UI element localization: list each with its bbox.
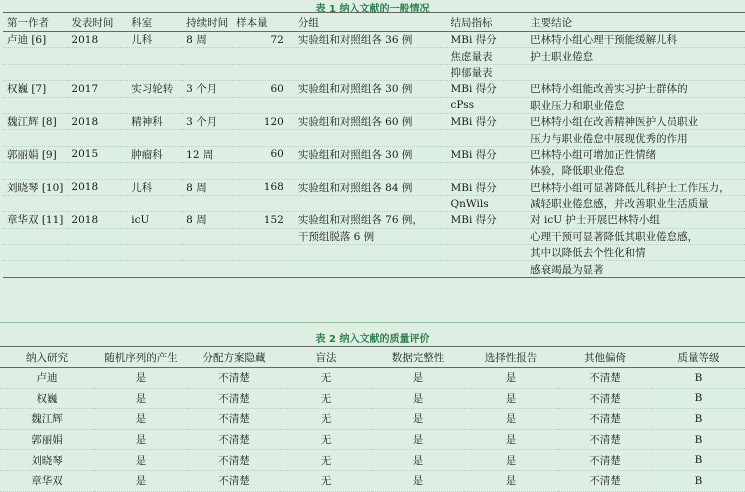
table-row — [0, 388, 745, 409]
table-cell: 是 — [464, 388, 558, 409]
table1-header-cell: 持续时间 — [182, 13, 232, 32]
table-cell — [294, 195, 447, 211]
table-row — [3, 97, 745, 113]
table-cell — [127, 97, 182, 113]
table-cell — [232, 97, 294, 113]
table-cell: MBi 得分 — [447, 32, 527, 48]
table-cell — [182, 261, 232, 277]
table-cell: B — [652, 470, 745, 491]
table-cell: 不清楚 — [558, 470, 652, 491]
table-cell — [182, 130, 232, 146]
table1-header-cell: 样本量 — [232, 13, 294, 32]
table-cell: MBi 得分 — [447, 179, 527, 195]
table-cell: MBi 得分 — [447, 212, 527, 228]
table-cell: 刘晓琴 [10] — [3, 179, 67, 195]
table-cell: 感衰竭最为显著 — [526, 261, 745, 277]
table-cell: 精神科 — [127, 113, 182, 129]
table-cell: B — [652, 388, 745, 409]
table-cell: 郭丽娟 — [0, 429, 94, 450]
table-cell: 实验组和对照组各 84 例 — [294, 179, 447, 195]
table-cell: 权巍 [7] — [3, 81, 67, 97]
table-cell: 不清楚 — [558, 429, 652, 450]
table-cell: 12 周 — [182, 146, 232, 162]
table-cell: 无 — [280, 470, 372, 491]
table-cell: 魏江辉 [8] — [3, 113, 67, 129]
table-cell: 2018 — [67, 179, 127, 195]
table-row — [3, 113, 745, 129]
table-cell — [447, 130, 527, 146]
table-cell: 减轻职业倦怠感，并改善职业生活质量 — [526, 195, 745, 211]
table-cell: 肿瘤科 — [127, 146, 182, 162]
table-cell: 3 个月 — [182, 113, 232, 129]
table-cell: 刘晓琴 — [0, 450, 94, 471]
table-cell: 是 — [464, 470, 558, 491]
table-cell — [67, 64, 127, 80]
table-cell — [526, 64, 745, 80]
table-row — [3, 228, 745, 244]
table-cell — [232, 261, 294, 277]
table-cell — [3, 130, 67, 146]
table-row — [3, 212, 745, 228]
table-row — [0, 368, 745, 389]
table-cell: 不清楚 — [558, 368, 652, 389]
table-cell: 是 — [464, 429, 558, 450]
table-cell: 魏江辉 — [0, 409, 94, 430]
table-cell — [127, 163, 182, 179]
table-cell — [294, 245, 447, 261]
table-cell: 是 — [94, 409, 188, 430]
table-cell: 儿科 — [127, 32, 182, 48]
table-cell — [3, 195, 67, 211]
table-cell — [127, 261, 182, 277]
table-cell: 其中以降低去个性化和情 — [526, 245, 745, 261]
table-cell — [127, 245, 182, 261]
table-cell — [67, 228, 127, 244]
table-cell: 2017 — [67, 81, 127, 97]
table-cell — [3, 261, 67, 277]
table-cell: 168 — [232, 179, 294, 195]
table-cell — [447, 228, 527, 244]
general-info-table — [3, 12, 745, 278]
table-cell: 无 — [280, 388, 372, 409]
table-cell — [294, 97, 447, 113]
table-cell — [182, 228, 232, 244]
table-cell: 72 — [232, 32, 294, 48]
table-cell — [127, 195, 182, 211]
table-cell — [182, 64, 232, 80]
table-cell — [232, 64, 294, 80]
table-cell: 对 icU 护士开展巴林特小组 — [526, 212, 745, 228]
table2-header-cell: 盲法 — [280, 347, 372, 368]
table-cell: 巴林特小组在改善精神医护人员职业 — [526, 113, 745, 129]
table1-header-cell: 第一作者 — [3, 13, 67, 32]
table-cell: 干预组脱落 6 例 — [294, 228, 447, 244]
table-cell — [294, 48, 447, 64]
table-cell: 巴林特小组可显著降低儿科护士工作压力， — [526, 179, 745, 195]
table-row — [3, 261, 745, 277]
table-cell: 3 个月 — [182, 81, 232, 97]
table-cell: MBi 得分 — [447, 113, 527, 129]
table-cell — [3, 245, 67, 261]
table-cell: 体验，降低职业倦怠 — [526, 163, 745, 179]
table2-header-cell: 数据完整性 — [372, 347, 464, 368]
table-row — [3, 179, 745, 195]
table-cell: 是 — [372, 388, 464, 409]
table-row — [3, 195, 745, 211]
table-cell: 是 — [372, 368, 464, 389]
table-cell: 是 — [94, 470, 188, 491]
table-cell: 无 — [280, 450, 372, 471]
table-cell: 60 — [232, 81, 294, 97]
table-cell — [232, 228, 294, 244]
table-cell: cPss — [447, 97, 527, 113]
table1-header-cell: 结局指标 — [447, 13, 527, 32]
table-cell: 实验组和对照组各 30 例 — [294, 146, 447, 162]
table-cell — [294, 64, 447, 80]
table-cell: 2018 — [67, 32, 127, 48]
table-row — [3, 245, 745, 261]
table-cell: 60 — [232, 146, 294, 162]
table1-caption: 表 1 纳入文献的一般情况 — [315, 4, 430, 15]
table-row — [3, 130, 745, 146]
table-cell: 是 — [372, 470, 464, 491]
table-cell: 巴林特小组心理干预能缓解儿科 — [526, 32, 745, 48]
table-cell: 是 — [464, 450, 558, 471]
table-cell: 抑郁量表 — [447, 64, 527, 80]
table-cell: 120 — [232, 113, 294, 129]
table-cell: 实验组和对照组各 60 例 — [294, 113, 447, 129]
table-cell — [127, 130, 182, 146]
table-cell — [232, 245, 294, 261]
table-cell: 8 周 — [182, 212, 232, 228]
table-cell — [3, 64, 67, 80]
table-row — [0, 429, 745, 450]
table-cell — [3, 48, 67, 64]
table-cell — [182, 163, 232, 179]
table-cell: 不清楚 — [558, 409, 652, 430]
table2-header-cell: 选择性报告 — [464, 347, 558, 368]
table-cell — [294, 163, 447, 179]
table-cell — [294, 130, 447, 146]
table-cell: 无 — [280, 368, 372, 389]
table-row — [3, 81, 745, 97]
table1-header-cell: 主要结论 — [526, 13, 745, 32]
table1-header-row — [3, 13, 745, 32]
table1-header-cell: 发表时间 — [67, 13, 127, 32]
section-divider — [0, 322, 745, 323]
table-cell: 郭丽娟 [9] — [3, 146, 67, 162]
table-cell: 是 — [94, 429, 188, 450]
table-cell: 不清楚 — [188, 470, 280, 491]
table-cell: 是 — [94, 450, 188, 471]
table-cell — [3, 228, 67, 244]
table-row — [3, 48, 745, 64]
table-cell — [182, 245, 232, 261]
table-cell: 不清楚 — [188, 409, 280, 430]
table-cell — [67, 97, 127, 113]
quality-eval-table — [0, 346, 745, 492]
table-cell: 实验组和对照组各 76 例， — [294, 212, 447, 228]
table-cell — [232, 163, 294, 179]
table-cell: 压力与职业倦怠中展现优秀的作用 — [526, 130, 745, 146]
table-cell: 实习轮转 — [127, 81, 182, 97]
table-cell: 心理干预可显著降低其职业倦怠感， — [526, 228, 745, 244]
table-cell: 巴林特小组可增加正性情绪 — [526, 146, 745, 162]
table-cell: 权巍 — [0, 388, 94, 409]
table-cell — [232, 195, 294, 211]
table-cell: 2018 — [67, 212, 127, 228]
table-cell — [67, 163, 127, 179]
table-cell: 152 — [232, 212, 294, 228]
table-cell: 卢迪 [6] — [3, 32, 67, 48]
table-cell — [67, 130, 127, 146]
table-cell: 8 周 — [182, 179, 232, 195]
table-cell: 无 — [280, 409, 372, 430]
table-cell: 无 — [280, 429, 372, 450]
table2-header-cell: 其他偏倚 — [558, 347, 652, 368]
table-cell: 不清楚 — [188, 429, 280, 450]
table-cell: 职业压力和职业倦怠 — [526, 97, 745, 113]
table-cell: MBi 得分 — [447, 81, 527, 97]
table-cell — [67, 195, 127, 211]
table-cell — [182, 195, 232, 211]
table-cell: B — [652, 450, 745, 471]
table2-header-cell: 纳入研究 — [0, 347, 94, 368]
table2-caption: 表 2 纳入文献的质量评价 — [315, 334, 430, 345]
table-cell: 章华双 — [0, 470, 94, 491]
table-cell: 是 — [372, 429, 464, 450]
table-cell: 2018 — [67, 113, 127, 129]
table-cell — [67, 48, 127, 64]
table1-header-cell: 分组 — [294, 13, 447, 32]
table-cell: 是 — [464, 368, 558, 389]
table-cell — [3, 97, 67, 113]
table-cell: 2015 — [67, 146, 127, 162]
table-row — [3, 32, 745, 48]
table-cell: B — [652, 409, 745, 430]
table-cell: 是 — [372, 409, 464, 430]
table-cell: 是 — [94, 388, 188, 409]
table-cell: 儿科 — [127, 179, 182, 195]
table2-header-row — [0, 347, 745, 368]
table-cell: 不清楚 — [558, 388, 652, 409]
table-cell — [67, 261, 127, 277]
table-cell — [232, 130, 294, 146]
table-row — [0, 409, 745, 430]
table-cell: 实验组和对照组各 36 例 — [294, 32, 447, 48]
table-cell — [127, 64, 182, 80]
table-row — [3, 146, 745, 162]
table-cell — [232, 48, 294, 64]
table-cell: 巴林特小组能改善实习护士群体的 — [526, 81, 745, 97]
table-cell: 不清楚 — [188, 388, 280, 409]
table-row — [0, 470, 745, 491]
table-cell: B — [652, 429, 745, 450]
table2-header-cell: 质量等级 — [652, 347, 745, 368]
table-cell — [127, 228, 182, 244]
table-cell: 是 — [94, 368, 188, 389]
table-cell: 是 — [372, 450, 464, 471]
table-cell: QnWils — [447, 195, 527, 211]
table-cell: B — [652, 368, 745, 389]
table-cell — [447, 261, 527, 277]
table-cell: 不清楚 — [188, 368, 280, 389]
table-row — [3, 64, 745, 80]
table-cell — [182, 97, 232, 113]
table-cell: 章华双 [11] — [3, 212, 67, 228]
table2-header-cell: 分配方案隐藏 — [188, 347, 280, 368]
table-cell — [127, 48, 182, 64]
table-cell: 护士职业倦怠 — [526, 48, 745, 64]
table-cell — [182, 48, 232, 64]
table-row — [3, 163, 745, 179]
table-cell: MBi 得分 — [447, 146, 527, 162]
table-cell: 不清楚 — [188, 450, 280, 471]
table-cell: 实验组和对照组各 30 例 — [294, 81, 447, 97]
table-cell — [447, 245, 527, 261]
table-row — [0, 450, 745, 471]
table-cell: 焦虑量表 — [447, 48, 527, 64]
table-cell: 卢迪 — [0, 368, 94, 389]
table-cell — [3, 163, 67, 179]
table-cell: 8 周 — [182, 32, 232, 48]
table1-header-cell: 科室 — [127, 13, 182, 32]
table2-header-cell: 随机序列的产生 — [94, 347, 188, 368]
table-cell: 是 — [464, 409, 558, 430]
table-cell — [447, 163, 527, 179]
table-cell — [67, 245, 127, 261]
table-cell: icU — [127, 212, 182, 228]
table-cell: 不清楚 — [558, 450, 652, 471]
table-cell — [294, 261, 447, 277]
